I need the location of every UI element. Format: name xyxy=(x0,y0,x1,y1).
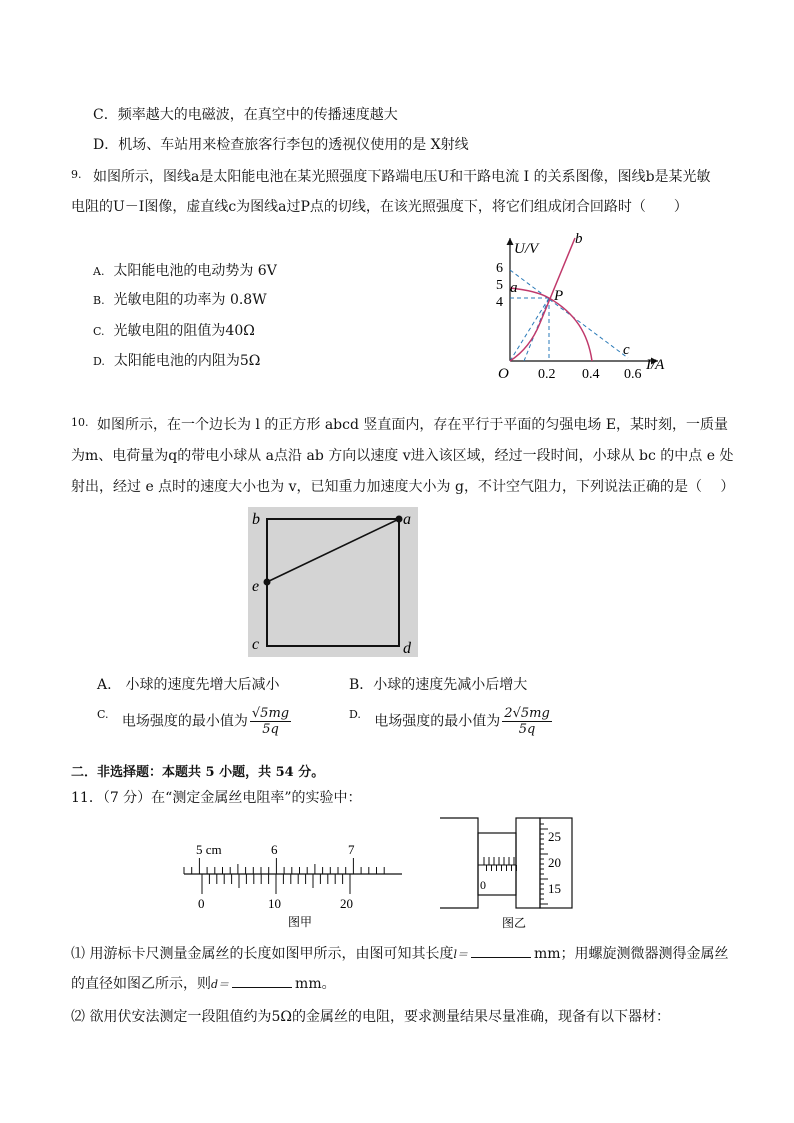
option-text: 光敏电阻的功率为 0.8W xyxy=(113,292,267,308)
q10-option-d xyxy=(349,706,552,737)
q10-stem-line2: 为m、电荷量为q的带电小球从 a点沿 ab 方向以速度 v进入该区域，经过一段时间，小球从 bc 的中点 e 处 xyxy=(71,448,734,464)
q10-option-c xyxy=(97,706,291,737)
micrometer-thimble xyxy=(516,818,540,908)
caliper-unit-label: 5 cm xyxy=(196,842,222,857)
var-d: d＝ xyxy=(211,978,230,991)
ytick-5: 5 xyxy=(496,278,503,293)
numerator: √5mg xyxy=(251,706,290,721)
denominator: 5q xyxy=(518,722,536,737)
option-letter: D. xyxy=(93,355,105,368)
vernier-mark-10: 10 xyxy=(268,896,281,911)
xtick-06: 0.6 xyxy=(624,367,642,382)
curve-b-label: b xyxy=(575,231,583,247)
caliper-mark-7: 7 xyxy=(348,842,355,857)
label-a: a xyxy=(403,511,411,528)
caliper-vernier-ticks xyxy=(202,874,350,894)
q10-option-a: A. 小球的速度先增大后减小 xyxy=(97,677,280,693)
q9-stem-line2: 电阻的U－I图像，虚直线c为图线a过P点的切线，在该光照强度下，将它们组成闭合回路时（ ） xyxy=(71,199,688,215)
q10-stem-line1: 如图所示，在一个边长为 l 的正方形 abcd 竖直面内，存在平行于平面的匀强电场 E，某时刻，一质量 xyxy=(97,417,729,433)
y-axis-label: U/V xyxy=(514,241,539,257)
field-region xyxy=(248,507,418,657)
option-letter: A. xyxy=(93,265,105,278)
q10-figure xyxy=(248,507,418,657)
caption-yi: 图乙 xyxy=(502,916,527,930)
option-text: 太阳能电池的电动势为 6V xyxy=(113,263,277,279)
ytick-4: 4 xyxy=(496,295,503,310)
vernier-mark-20: 20 xyxy=(340,896,353,911)
denominator: 5q xyxy=(262,722,279,737)
micrometer-figure xyxy=(440,815,580,930)
thimble-mark-15: 15 xyxy=(548,881,561,896)
thimble-mark-20: 20 xyxy=(548,855,561,870)
answer-blank-l[interactable] xyxy=(471,945,531,958)
line-c-label: c xyxy=(623,342,630,358)
q9-stem-line1: 如图所示，图线a是太阳能电池在某光照强度下路端电压U和干路电流 I 的关系图像，图线b是某光敏 xyxy=(93,169,711,185)
op-line xyxy=(510,298,549,361)
q9-option-b xyxy=(93,289,267,309)
q9-option-a xyxy=(93,260,277,280)
q9-ui-graph xyxy=(490,228,680,388)
q11-part2: ⑵ 欲用伏安法测定一段阻值约为5Ω的金属丝的电阻，要求测量结果尽量准确，现备有以下器材： xyxy=(71,1009,670,1025)
sleeve-ticks xyxy=(484,857,517,871)
text: mm。 xyxy=(295,976,336,992)
label-b: b xyxy=(252,511,260,528)
thimble-mark-25: 25 xyxy=(548,829,561,844)
ytick-6: 6 xyxy=(496,261,503,276)
text: mm；用螺旋测微器测得金属丝 xyxy=(533,946,729,962)
q10-number: 10. xyxy=(71,416,89,429)
fraction xyxy=(250,706,291,737)
x-axis-label: I/A xyxy=(646,357,665,373)
q11-header: 11．（7 分）在“测定金属丝电阻率”的实验中： xyxy=(71,790,362,806)
text: ⑴ 用游标卡尺测量金属丝的长度如图甲所示，由图可知其长度 xyxy=(71,946,454,962)
q10-stem-line3: 射出，经过 e 点时的速度大小也为 v，已知重力加速度大小为 g，不计空气阻力，下列说法正确的是（ ） xyxy=(71,479,735,495)
point-a xyxy=(396,516,403,523)
label-e: e xyxy=(252,578,260,595)
xtick-02: 0.2 xyxy=(538,367,556,382)
label-c: c xyxy=(252,636,260,653)
option-letter: C. xyxy=(93,325,105,338)
q8-option-d: D．机场、车站用来检查旅客行李包的透视仪使用的是 X射线 xyxy=(93,137,469,153)
q11-part1-line2 xyxy=(71,973,336,993)
q9-option-d xyxy=(93,350,260,370)
q8-option-c: C．频率越大的电磁波，在真空中的传播速度越大 xyxy=(93,107,398,123)
option-letter: C. xyxy=(97,707,109,721)
q10-option-b: B．小球的速度先减小后增大 xyxy=(349,677,528,693)
q11-part1-line1 xyxy=(71,943,729,963)
text: 的直径如图乙所示，则 xyxy=(71,976,211,992)
thimble-ticks xyxy=(540,824,548,904)
vernier-caliper-figure xyxy=(180,838,405,930)
option-text: 太阳能电池的内阻为5Ω xyxy=(113,353,261,369)
sleeve-zero: 0 xyxy=(480,878,486,892)
var-l: l＝ xyxy=(453,948,468,961)
option-letter: D. xyxy=(349,707,361,721)
caption-jia: 图甲 xyxy=(288,915,313,929)
label-d: d xyxy=(403,640,411,657)
q9-number: 9. xyxy=(71,168,82,181)
vernier-mark-0: 0 xyxy=(198,896,205,911)
micrometer-frame xyxy=(440,818,478,908)
section-heading: 二．非选择题：本题共 5 小题，共 54 分。 xyxy=(71,765,325,780)
point-p-label: P xyxy=(554,288,564,304)
origin-label: O xyxy=(498,366,509,382)
xtick-04: 0.4 xyxy=(582,367,600,382)
numerator: 2√5mg xyxy=(504,706,550,721)
answer-blank-d[interactable] xyxy=(232,975,292,988)
curve-a-label: a xyxy=(510,280,518,296)
option-text: 电场强度的最小值为 xyxy=(121,713,248,730)
option-text: 电场强度的最小值为 xyxy=(374,713,501,730)
point-e xyxy=(264,579,271,586)
caliper-mark-6: 6 xyxy=(271,842,278,857)
fraction xyxy=(502,706,551,737)
q9-option-c xyxy=(93,320,255,340)
caliper-main-ticks xyxy=(184,858,384,874)
option-letter: B. xyxy=(93,294,105,307)
option-text: 光敏电阻的阻值为40Ω xyxy=(113,323,255,339)
